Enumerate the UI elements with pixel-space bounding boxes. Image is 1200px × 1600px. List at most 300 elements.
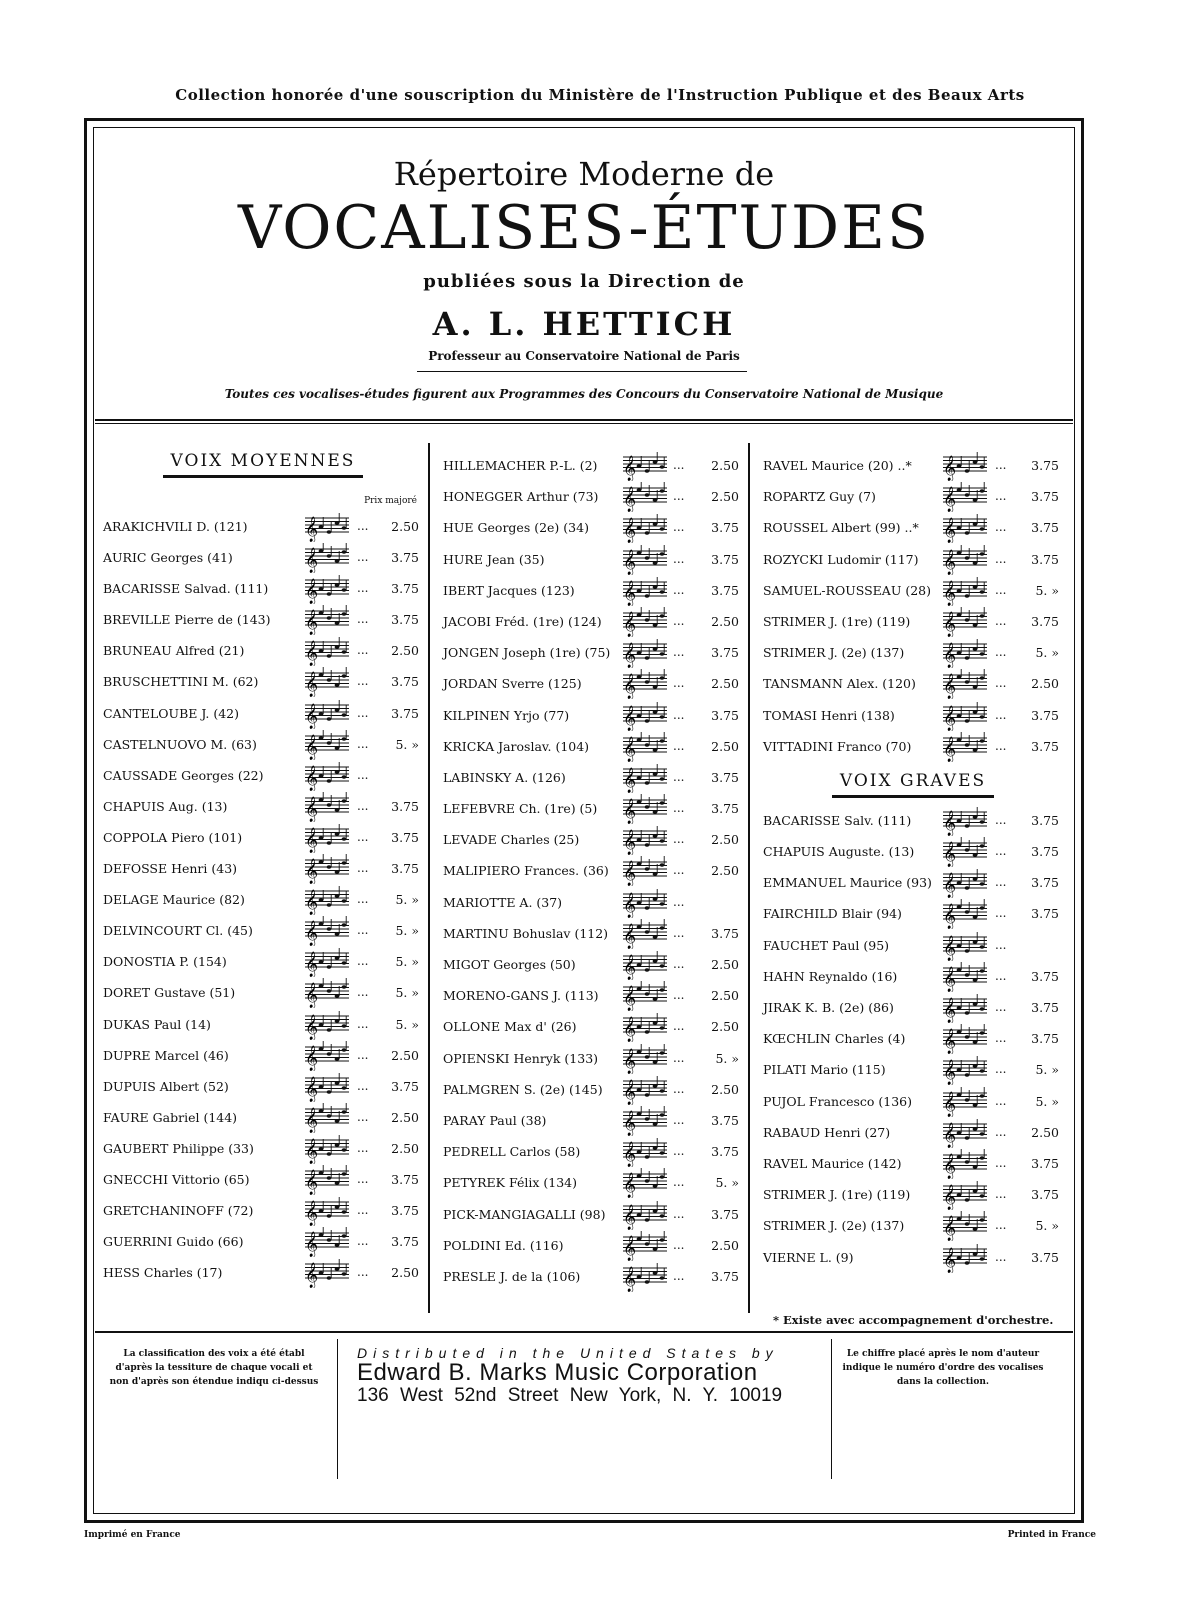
leader-dots: ...	[995, 1031, 1007, 1046]
music-incipit-icon	[941, 993, 989, 1023]
svg-text:𝄞: 𝄞	[305, 1201, 319, 1227]
leader-dots: ...	[673, 489, 685, 504]
music-incipit-icon	[941, 482, 989, 512]
composer-name: PILATI Mario (115)	[763, 1062, 886, 1078]
music-incipit-icon	[621, 732, 669, 762]
list-item	[443, 1200, 743, 1231]
composer-name: IBERT Jacques (123)	[443, 582, 575, 598]
music-incipit-icon	[303, 885, 351, 915]
composer-name: ROUSSEL Albert (99) ..*	[763, 520, 919, 536]
music-incipit-icon	[303, 823, 351, 853]
svg-text:𝄞: 𝄞	[943, 611, 957, 637]
leader-dots: ...	[673, 458, 685, 472]
price: 3.75	[391, 612, 419, 628]
svg-text:𝄞: 𝄞	[305, 1232, 319, 1258]
composer-name: DELAGE Maurice (82)	[103, 892, 245, 908]
composer-name: HILLEMACHER P.-L. (2)	[443, 458, 598, 473]
svg-text:𝄞: 𝄞	[305, 672, 319, 698]
list-item	[763, 1055, 1063, 1086]
leader-dots: ...	[357, 923, 369, 938]
company-name: Edward B. Marks Music Corporation	[357, 1359, 758, 1386]
price-label: Prix majoré	[364, 496, 417, 506]
leader-dots: ...	[673, 738, 685, 753]
music-incipit-icon	[621, 763, 669, 793]
svg-text:𝄞: 𝄞	[623, 1142, 637, 1168]
list-item	[103, 761, 423, 792]
music-incipit-icon	[941, 1243, 989, 1273]
price: 2.50	[711, 1237, 739, 1253]
voix-moyennes-column	[103, 451, 423, 1289]
leader-dots: ...	[995, 707, 1007, 722]
leader-dots: ...	[995, 1062, 1007, 1077]
price: 3.75	[391, 674, 419, 690]
leader-dots: ...	[673, 551, 685, 566]
composer-name: STRIMER J. (1re) (119)	[763, 613, 911, 629]
svg-text:𝄞: 𝄞	[623, 580, 637, 606]
svg-text:𝄞: 𝄞	[623, 1266, 637, 1292]
composer-name: STRIMER J. (1re) (119)	[763, 1187, 911, 1203]
column-divider-1	[428, 443, 430, 1313]
music-incipit-icon	[303, 1072, 351, 1102]
leader-dots: ...	[995, 1000, 1007, 1014]
list-item	[443, 732, 743, 763]
list-item	[443, 1137, 743, 1168]
voix-moyennes-list	[103, 512, 423, 1289]
composer-name: HUE Georges (2e) (34)	[443, 520, 589, 536]
list-item	[763, 837, 1063, 868]
section-divider	[95, 419, 1073, 421]
music-incipit-icon	[621, 1137, 669, 1167]
svg-text:𝄞: 𝄞	[623, 1204, 637, 1230]
price: 3.75	[391, 1078, 419, 1094]
list-item	[763, 1243, 1063, 1274]
footer-divider	[95, 1331, 1073, 1333]
svg-text:𝄞: 𝄞	[305, 1107, 319, 1133]
leader-dots: ...	[673, 645, 685, 660]
composer-name: RAVEL Maurice (20) ..*	[763, 458, 912, 473]
price: 3.75	[391, 550, 419, 566]
composer-name: DEFOSSE Henri (43)	[103, 861, 238, 877]
leader-dots: ...	[357, 767, 369, 782]
leader-dots: ...	[995, 1124, 1007, 1139]
composer-name: ROZYCKI Ludomir (117)	[763, 551, 919, 567]
list-item	[443, 1044, 743, 1075]
voix-graves-list	[763, 806, 1063, 1274]
composer-name: RAVEL Maurice (142)	[763, 1155, 902, 1171]
composer-name: DUPRE Marcel (46)	[103, 1047, 229, 1063]
list-item	[103, 823, 423, 854]
right-column	[763, 451, 1063, 1274]
svg-text:𝄞: 𝄞	[623, 799, 637, 825]
leader-dots: ...	[357, 798, 369, 813]
leader-dots: ...	[357, 581, 369, 596]
music-incipit-icon	[621, 513, 669, 543]
leader-dots: ...	[673, 707, 685, 722]
printed-in-france-left: Imprimé en France	[84, 1530, 181, 1540]
music-incipit-icon	[941, 899, 989, 929]
music-incipit-icon	[303, 792, 351, 822]
svg-text:𝄞: 𝄞	[943, 873, 957, 899]
svg-text:𝄞: 𝄞	[943, 674, 957, 700]
price: 3.75	[391, 1203, 419, 1219]
leader-dots: ...	[995, 676, 1007, 691]
music-incipit-icon	[621, 451, 669, 481]
music-incipit-icon	[303, 1041, 351, 1071]
composer-name: ARAKICHVILI D. (121)	[103, 519, 248, 534]
svg-text:𝄞: 𝄞	[305, 1076, 319, 1102]
music-incipit-icon	[621, 1106, 669, 1136]
list-item	[443, 1231, 743, 1262]
svg-text:𝄞: 𝄞	[305, 641, 319, 667]
list-item	[103, 1134, 423, 1165]
leader-dots: ...	[995, 645, 1007, 660]
music-incipit-icon	[941, 806, 989, 836]
price: 2.50	[391, 1109, 419, 1125]
header-title: VOCALISES-ÉTUDES	[237, 193, 931, 263]
price: 3.75	[1031, 1000, 1059, 1015]
section-divider-thin	[95, 423, 1073, 424]
price: 2.50	[1031, 676, 1059, 692]
voix-moyennes-heading	[103, 451, 423, 478]
leader-dots: ...	[357, 519, 369, 533]
price: 2.50	[391, 519, 419, 534]
leader-dots: ...	[357, 1203, 369, 1218]
list-item	[103, 978, 423, 1009]
price: 3.75	[1031, 551, 1059, 567]
svg-text:𝄞: 𝄞	[623, 861, 637, 887]
distributed-line: Distributed in the United States by	[357, 1345, 779, 1361]
composer-name: OLLONE Max d' (26)	[443, 1019, 577, 1035]
list-item	[103, 667, 423, 698]
price: 3.75	[1031, 1031, 1059, 1047]
composer-name: BRUNEAU Alfred (21)	[103, 643, 245, 659]
music-incipit-icon	[621, 1168, 669, 1198]
music-incipit-icon	[621, 545, 669, 575]
svg-text:𝄞: 𝄞	[623, 892, 637, 918]
leader-dots: ...	[357, 1171, 369, 1186]
leader-dots: ...	[673, 520, 685, 535]
music-incipit-icon	[303, 1196, 351, 1226]
page-frame	[84, 118, 1084, 1523]
music-incipit-icon	[941, 1024, 989, 1054]
svg-text:𝄞: 𝄞	[943, 580, 957, 606]
composer-name: JONGEN Joseph (1re) (75)	[443, 645, 611, 661]
svg-text:𝄞: 𝄞	[623, 1110, 637, 1136]
leader-dots: ...	[357, 861, 369, 876]
music-incipit-icon	[941, 545, 989, 575]
list-item	[763, 1211, 1063, 1242]
price: 5. »	[715, 1050, 739, 1066]
price: 3.75	[1031, 520, 1059, 536]
leader-dots: ...	[357, 1016, 369, 1031]
price: 3.75	[711, 520, 739, 536]
svg-text:𝄞: 𝄞	[623, 549, 637, 575]
music-incipit-icon	[941, 732, 989, 762]
price: 2.50	[711, 613, 739, 629]
leader-dots: ...	[673, 676, 685, 691]
svg-text:𝄞: 𝄞	[623, 456, 637, 481]
leader-dots: ...	[673, 957, 685, 971]
composer-name: BACARISSE Salv. (111)	[763, 812, 912, 828]
price: 5. »	[395, 923, 419, 939]
leader-dots: ...	[673, 832, 685, 847]
list-item	[103, 885, 423, 916]
music-incipit-icon	[941, 638, 989, 668]
composer-name: TANSMANN Alex. (120)	[763, 676, 916, 692]
svg-text:𝄞: 𝄞	[305, 1045, 319, 1071]
composer-name: STRIMER J. (2e) (137)	[763, 645, 905, 661]
leader-dots: ...	[995, 613, 1007, 628]
svg-text:𝄞: 𝄞	[305, 921, 319, 947]
leader-dots: ...	[995, 968, 1007, 983]
svg-text:𝄞: 𝄞	[623, 1173, 637, 1199]
svg-text:𝄞: 𝄞	[943, 1029, 957, 1055]
svg-text:𝄞: 𝄞	[943, 1091, 957, 1117]
music-incipit-icon	[621, 576, 669, 606]
music-incipit-icon	[941, 868, 989, 898]
composer-name: BACARISSE Salvad. (111)	[103, 581, 269, 597]
leader-dots: ...	[673, 1175, 685, 1190]
leader-dots: ...	[673, 925, 685, 940]
price: 5. »	[395, 1016, 419, 1032]
svg-text:𝄞: 𝄞	[943, 966, 957, 992]
middle-column	[443, 451, 743, 1293]
music-incipit-icon	[303, 699, 351, 729]
price: 3.75	[1031, 613, 1059, 629]
leader-dots: ...	[995, 1155, 1007, 1170]
composer-name: KILPINEN Yrjo (77)	[443, 707, 570, 723]
music-incipit-icon	[303, 605, 351, 635]
composer-name: BREVILLE Pierre de (143)	[103, 612, 271, 628]
composer-name: KŒCHLIN Charles (4)	[763, 1031, 906, 1047]
svg-text:𝄞: 𝄞	[305, 859, 319, 885]
list-item	[103, 1072, 423, 1103]
music-incipit-icon	[941, 576, 989, 606]
price: 3.75	[1031, 1249, 1059, 1265]
price: 3.75	[711, 1206, 739, 1222]
composer-name: VITTADINI Franco (70)	[763, 738, 912, 754]
composer-name: HAHN Reynaldo (16)	[763, 968, 898, 984]
list-item	[103, 1165, 423, 1196]
composer-name: PALMGREN S. (2e) (145)	[443, 1081, 603, 1097]
leader-dots: ...	[357, 705, 369, 720]
price: 3.75	[711, 645, 739, 661]
price: 3.75	[391, 581, 419, 597]
svg-text:𝄞: 𝄞	[305, 796, 319, 822]
list-item	[443, 888, 743, 919]
list-item	[763, 899, 1063, 930]
price: 3.75	[711, 769, 739, 785]
music-incipit-icon	[941, 1211, 989, 1241]
composer-name: LEFEBVRE Ch. (1re) (5)	[443, 801, 598, 817]
svg-text:𝄞: 𝄞	[943, 1122, 957, 1148]
music-incipit-icon	[621, 919, 669, 949]
music-incipit-icon	[621, 701, 669, 731]
music-incipit-icon	[621, 1012, 669, 1042]
composer-name: MIGOT Georges (50)	[443, 957, 576, 972]
music-incipit-icon	[621, 669, 669, 699]
price: 3.75	[711, 582, 739, 598]
music-incipit-icon	[941, 1087, 989, 1117]
leader-dots: ...	[357, 892, 369, 907]
list-item	[763, 1180, 1063, 1211]
list-item	[443, 576, 743, 607]
music-incipit-icon	[621, 950, 669, 980]
list-item	[103, 947, 423, 978]
leader-dots: ...	[357, 643, 369, 658]
leader-dots: ...	[995, 844, 1007, 859]
list-item	[763, 451, 1063, 482]
music-incipit-icon	[941, 962, 989, 992]
leader-dots: ...	[995, 520, 1007, 535]
header-professor: Professeur au Conservatoire National de Paris	[428, 349, 740, 363]
list-item	[103, 1227, 423, 1258]
svg-text:𝄞: 𝄞	[943, 518, 957, 544]
price: 3.75	[1031, 1155, 1059, 1171]
list-item	[103, 1258, 423, 1289]
svg-text:𝄞: 𝄞	[943, 935, 957, 961]
price: 2.50	[711, 988, 739, 1004]
leader-dots: ...	[673, 894, 685, 909]
composer-name: MORENO-GANS J. (113)	[443, 988, 599, 1004]
composer-name: TOMASI Henri (138)	[763, 707, 895, 723]
composer-name: MALIPIERO Frances. (36)	[443, 863, 609, 879]
music-incipit-icon	[621, 607, 669, 637]
composer-name: JIRAK K. B. (2e) (86)	[763, 1000, 894, 1015]
music-incipit-icon	[303, 761, 351, 791]
list-item	[763, 701, 1063, 732]
leader-dots: ...	[673, 1268, 685, 1283]
leader-dots: ...	[995, 875, 1007, 890]
svg-text:𝄞: 𝄞	[623, 923, 637, 949]
distributor-block	[357, 1345, 827, 1407]
svg-text:𝄞: 𝄞	[305, 610, 319, 636]
list-item	[763, 638, 1063, 669]
price: 3.75	[1031, 707, 1059, 723]
svg-text:𝄞: 𝄞	[305, 517, 319, 542]
leader-dots: ...	[357, 1078, 369, 1093]
composer-name: POLDINI Ed. (116)	[443, 1237, 564, 1253]
footer-box-line-right	[831, 1339, 832, 1479]
price: 3.75	[391, 861, 419, 877]
printed-in-france-right: Printed in France	[1007, 1530, 1096, 1540]
music-incipit-icon	[621, 981, 669, 1011]
music-incipit-icon	[621, 856, 669, 886]
list-item	[103, 1196, 423, 1227]
list-item	[103, 730, 423, 761]
composer-name: CASTELNUOVO M. (63)	[103, 736, 257, 752]
price: 3.75	[1031, 738, 1059, 754]
leader-dots: ...	[995, 458, 1007, 472]
list-item	[443, 545, 743, 576]
leader-dots: ...	[357, 985, 369, 1000]
composer-name: PUJOL Francesco (136)	[763, 1093, 912, 1109]
price: 5. »	[1035, 645, 1059, 661]
music-incipit-icon	[941, 1180, 989, 1210]
composer-name: SAMUEL-ROUSSEAU (28)	[763, 582, 931, 598]
right-top-list	[763, 451, 1063, 763]
leader-dots: ...	[357, 829, 369, 844]
music-incipit-icon	[303, 916, 351, 946]
composer-name: DORET Gustave (51)	[103, 985, 236, 1001]
list-item	[103, 574, 423, 605]
footer-left-note: La classification des voix a été établ d'après la tessiture de chaque vocali et non d'après son étendue indiqu ci-dessus	[109, 1349, 319, 1387]
leader-dots: ...	[673, 1019, 685, 1034]
svg-text:𝄞: 𝄞	[943, 810, 957, 836]
svg-text:𝄞: 𝄞	[623, 518, 637, 544]
svg-text:𝄞: 𝄞	[305, 734, 319, 760]
price: 5. »	[1035, 582, 1059, 598]
composer-name: ROPARTZ Guy (7)	[763, 489, 876, 505]
svg-text:𝄞: 𝄞	[943, 1216, 957, 1242]
svg-text:𝄞: 𝄞	[943, 1153, 957, 1179]
svg-text:𝄞: 𝄞	[305, 765, 319, 791]
composer-name: HURE Jean (35)	[443, 551, 545, 567]
svg-text:𝄞: 𝄞	[305, 1014, 319, 1040]
price: 5. »	[715, 1175, 739, 1191]
composer-name: CANTELOUBE J. (42)	[103, 705, 240, 721]
leader-dots: ...	[673, 988, 685, 1003]
list-item	[103, 512, 423, 543]
composer-name: EMMANUEL Maurice (93)	[763, 875, 932, 891]
svg-text:𝄞: 𝄞	[305, 890, 319, 916]
composer-name: GRETCHANINOFF (72)	[103, 1203, 254, 1219]
price: 3.75	[1031, 844, 1059, 860]
price: 5. »	[395, 954, 419, 970]
leader-dots: ...	[995, 812, 1007, 827]
list-item	[763, 993, 1063, 1024]
svg-text:𝄞: 𝄞	[623, 955, 637, 980]
leader-dots: ...	[357, 1047, 369, 1062]
list-item	[103, 636, 423, 667]
list-item	[103, 605, 423, 636]
price: 5. »	[1035, 1062, 1059, 1078]
list-item	[443, 1012, 743, 1043]
svg-text:𝄞: 𝄞	[305, 1263, 319, 1289]
list-item	[763, 545, 1063, 576]
svg-text:𝄞: 𝄞	[305, 579, 319, 605]
leader-dots: ...	[357, 550, 369, 565]
list-item	[763, 482, 1063, 513]
svg-text:𝄞: 𝄞	[305, 1138, 319, 1164]
price: 5. »	[395, 985, 419, 1001]
music-incipit-icon	[621, 825, 669, 855]
composer-name: PETYREK Félix (134)	[443, 1175, 577, 1191]
leader-dots: ...	[995, 738, 1007, 753]
leader-dots: ...	[673, 801, 685, 816]
leader-dots: ...	[673, 613, 685, 628]
leader-dots: ...	[673, 863, 685, 878]
list-item	[443, 669, 743, 700]
composer-name: PARAY Paul (38)	[443, 1112, 547, 1128]
price: 3.75	[711, 925, 739, 941]
svg-text:𝄞: 𝄞	[623, 674, 637, 700]
price: 2.50	[711, 1081, 739, 1097]
leader-dots: ...	[357, 1140, 369, 1155]
list-item	[443, 763, 743, 794]
composer-name: GNECCHI Vittorio (65)	[103, 1171, 250, 1187]
price: 2.50	[391, 1265, 419, 1281]
company-address: 136 West 52nd Street New York, N. Y. 10019	[357, 1385, 783, 1406]
list-item	[763, 513, 1063, 544]
price: 2.50	[391, 643, 419, 659]
price: 3.75	[711, 801, 739, 817]
composer-name: COPPOLA Piero (101)	[103, 829, 243, 845]
svg-text:𝄞: 𝄞	[623, 643, 637, 669]
price: 5. »	[395, 736, 419, 752]
list-item	[103, 699, 423, 730]
composer-name: JACOBI Fréd. (1re) (124)	[443, 613, 602, 629]
